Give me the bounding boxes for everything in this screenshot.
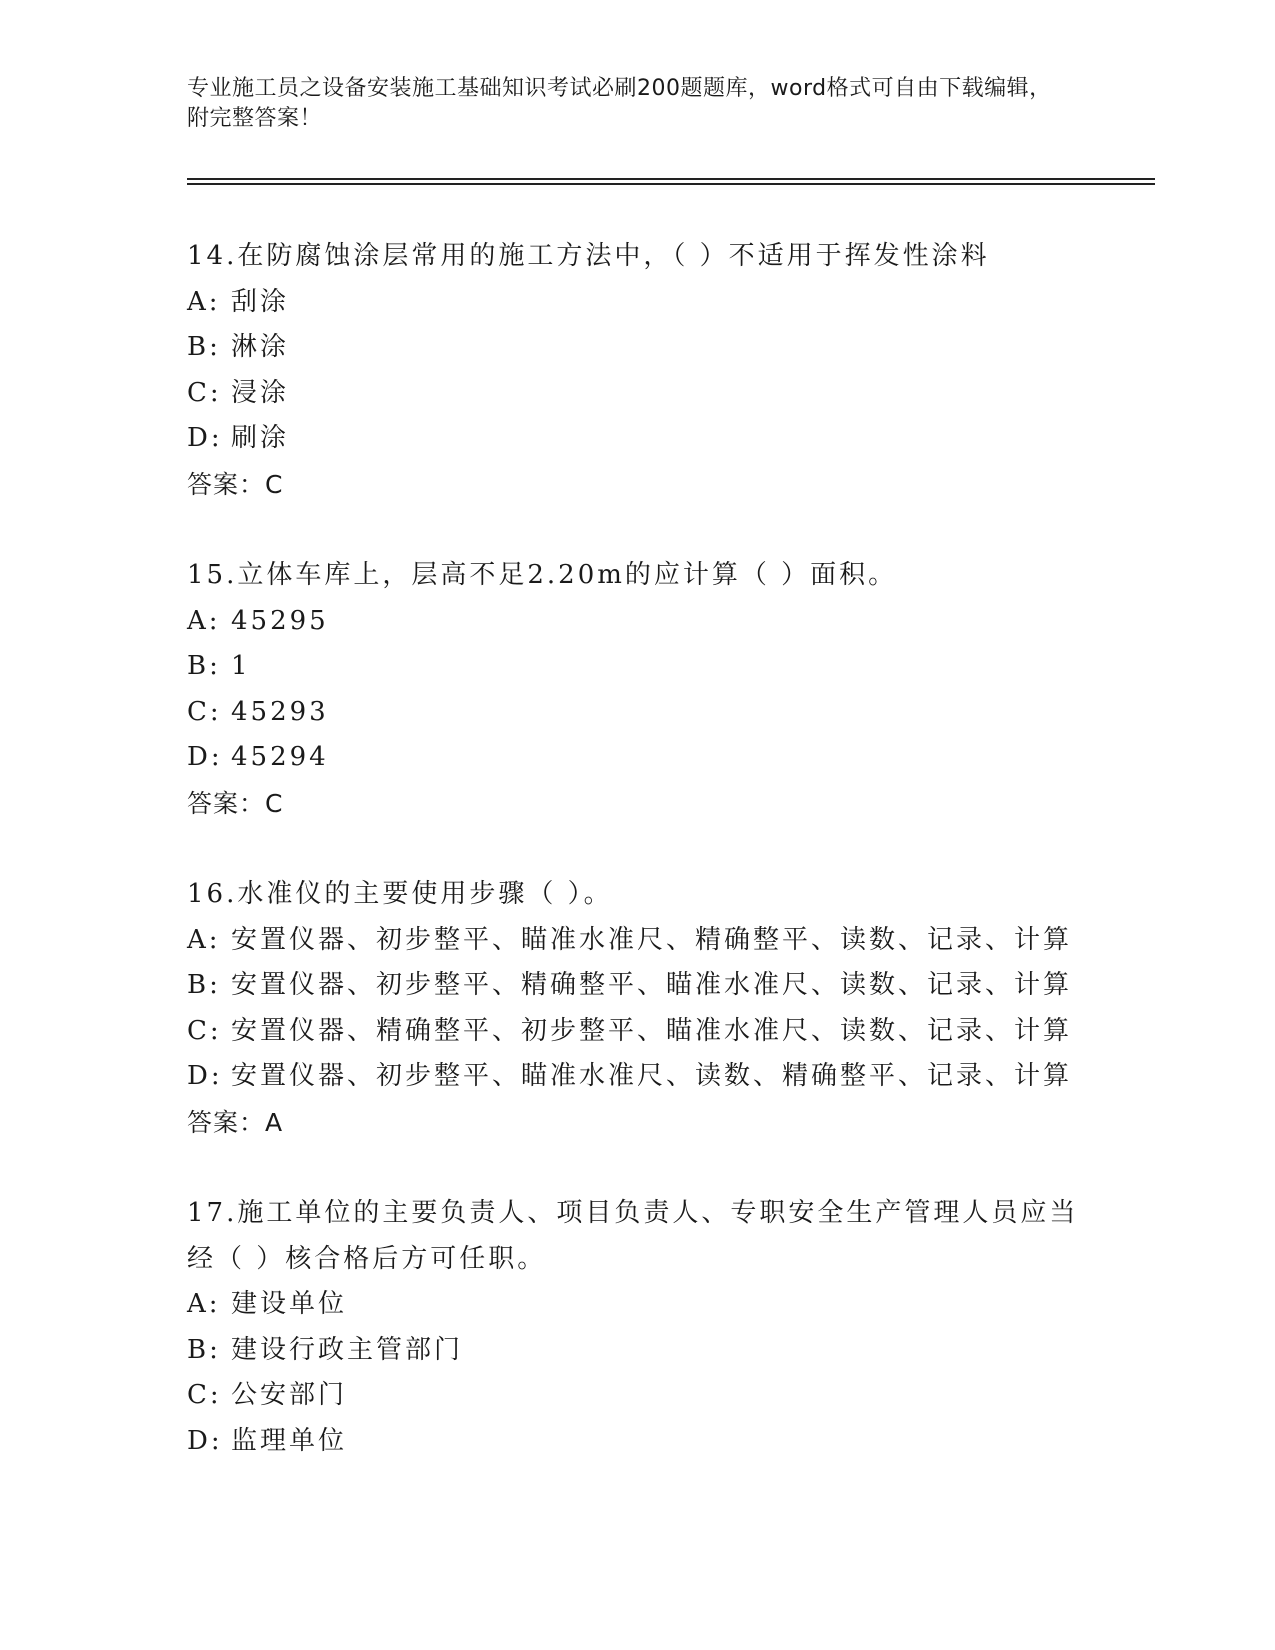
option-d: [187, 1054, 1087, 1100]
option-key: B:: [187, 970, 221, 1000]
answer-label: 答案：C: [187, 469, 284, 499]
option-key: A:: [187, 286, 221, 317]
option-d: [187, 735, 1087, 781]
option-text: 公安部门: [231, 1380, 348, 1410]
option-text: 45294: [231, 742, 329, 772]
option-key: D:: [187, 423, 223, 453]
option-a: [187, 599, 1087, 645]
header-divider-top: [187, 178, 1155, 180]
option-key: B:: [187, 651, 221, 681]
option-text: 1: [231, 651, 251, 681]
option-key: A:: [187, 1289, 221, 1319]
question-title: 16.水准仪的主要使用步骤（ ）。: [187, 879, 613, 909]
option-text: 45293: [231, 696, 329, 727]
option-key: B:: [187, 332, 221, 362]
option-key: D:: [187, 1061, 223, 1091]
answer-label: 答案：C: [187, 788, 284, 818]
option-key: C:: [187, 1380, 222, 1410]
question-15: [187, 553, 1087, 826]
option-text: 安置仪器、初步整平、精确整平、瞄准水准尺、读数、记录、计算: [231, 970, 1073, 1000]
option-text: 建设单位: [231, 1289, 348, 1319]
option-c: [187, 690, 1087, 736]
option-text: 建设行政主管部门: [231, 1334, 464, 1365]
header-divider-bottom: [187, 183, 1155, 185]
option-b: [187, 644, 1087, 690]
option-a: [187, 1282, 1087, 1328]
option-text: 浸涂: [231, 377, 290, 408]
option-a: [187, 280, 1087, 326]
option-text: 监理单位: [231, 1425, 348, 1456]
option-text: 45295: [231, 605, 329, 636]
option-key: C:: [187, 1015, 222, 1046]
option-text: 安置仪器、初步整平、瞄准水准尺、精确整平、读数、记录、计算: [231, 924, 1073, 955]
option-key: C:: [187, 377, 222, 408]
option-key: A:: [187, 924, 221, 955]
question-16: [187, 872, 1087, 1145]
option-text: 刷涂: [231, 423, 290, 453]
document-header: 专业施工员之设备安装施工基础知识考试必刷200题题库，word格式可自由下载编辑，附完整答案！: [187, 76, 1052, 131]
option-c: [187, 1373, 1087, 1419]
option-c: [187, 371, 1087, 417]
option-key: D:: [187, 1425, 223, 1456]
option-key: C:: [187, 696, 222, 727]
option-text: 安置仪器、初步整平、瞄准水准尺、读数、精确整平、记录、计算: [231, 1061, 1073, 1091]
option-text: 安置仪器、精确整平、初步整平、瞄准水准尺、读数、记录、计算: [231, 1015, 1073, 1046]
option-b: [187, 1328, 1087, 1374]
answer-label: 答案：A: [187, 1107, 284, 1137]
question-title: 14.在防腐蚀涂层常用的施工方法中，（ ）不适用于挥发性涂料: [187, 241, 990, 271]
question-title: 17.施工单位的主要负责人、项目负责人、专职安全生产管理人员应当经（ ）核合格后方可任职。: [187, 1198, 1079, 1274]
option-key: B:: [187, 1334, 221, 1365]
option-b: [187, 325, 1087, 371]
option-a: [187, 918, 1087, 964]
question-17: [187, 1191, 1087, 1464]
option-d: [187, 1419, 1087, 1465]
option-text: 刮涂: [231, 286, 290, 317]
option-key: D:: [187, 742, 223, 772]
option-c: [187, 1009, 1087, 1055]
option-text: 淋涂: [231, 332, 290, 362]
option-key: A:: [187, 605, 221, 636]
question-title: 15.立体车库上，层高不足2.20m的应计算（ ）面积。: [187, 560, 898, 590]
option-b: [187, 963, 1087, 1009]
option-d: [187, 416, 1087, 462]
question-14: [187, 234, 1087, 507]
